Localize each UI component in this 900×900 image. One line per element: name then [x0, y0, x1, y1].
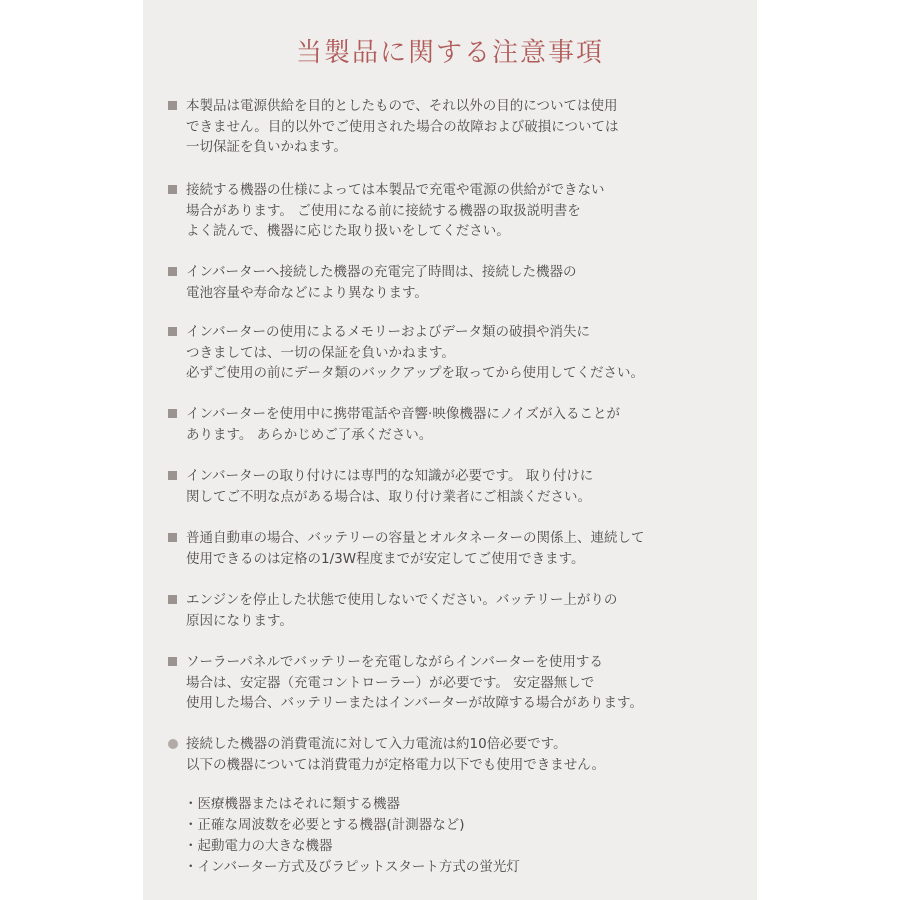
- notice-text-line: エンジンを停止した状態で使用しないでください。バッテリー上がりの: [186, 592, 618, 608]
- notice-text-line: 一切保証を負いかねます。: [186, 139, 347, 155]
- notice-text-line: 場合があります。 ご使用になる前に接続する機器の取扱説明書を: [186, 202, 581, 219]
- notice-text-line: 原因になります。: [186, 612, 293, 629]
- square-bullet-icon: [168, 101, 177, 110]
- square-bullet-icon: [168, 657, 177, 666]
- notice-text-line: インバーターの使用によるメモリーおよびデータ類の破損や消失に: [186, 324, 591, 340]
- list-item: ・正確な周波数を必要とする機器(計測器など): [184, 817, 465, 833]
- page-title: 当製品に関する注意事項: [295, 38, 604, 68]
- incompatible-device-list: [184, 794, 520, 878]
- square-bullet-icon: [168, 327, 177, 336]
- notice-text-line: 普通自動車の場合、バッテリーの容量とオルタネーターの関係上、連続して: [186, 530, 645, 546]
- list-item: ・医療機器またはそれに類する機器: [184, 796, 400, 812]
- list-item: ・起動電力の大きな機器: [184, 838, 333, 854]
- notice-text-line: 関してご不明な点がある場合は、取り付け業者にご相談ください。: [186, 488, 591, 505]
- list-item: ・インバーター方式及びラピットスタート方式の蛍光灯: [184, 859, 520, 875]
- notice-text-line: インバーターを使用中に携帯電話や音響·映像機器にノイズが入ることが: [186, 406, 620, 422]
- square-bullet-icon: [168, 471, 177, 480]
- notice-text-line: 必ずご使用の前にデータ類のバックアップを取ってから使用してください。: [186, 365, 645, 381]
- square-bullet-icon: [168, 267, 177, 276]
- notice-text-line: 本製品は電源供給を目的としたもので、それ以外の目的については使用: [186, 98, 618, 114]
- notice-text-line: 以下の機器については消費電力が定格電力以下でも使用できません。: [186, 756, 606, 773]
- notice-text-line: つきましては、一切の保証を負いかねます。: [186, 344, 455, 361]
- square-bullet-icon: [168, 533, 177, 542]
- notice-text-line: 使用できるのは定格の1/3W程度までが安定してご使用できます。: [186, 550, 585, 567]
- notice-text-line: インバーターの取り付けには専門的な知識が必要です。 取り付けに: [186, 468, 594, 484]
- square-bullet-icon: [168, 185, 177, 194]
- notice-text-line: できません。目的以外でご使用された場合の故障および破損については: [186, 118, 619, 135]
- notice-text-line: 場合は、安定器（充電コントローラー）が必要です。 安定器無しで: [186, 674, 595, 691]
- notice-text-line: ソーラーパネルでバッテリーを充電しながらインバーターを使用する: [186, 654, 603, 670]
- notice-text-line: 接続した機器の消費電流に対して入力電流は約10倍必要です。: [186, 736, 567, 752]
- square-bullet-icon: [168, 595, 177, 604]
- notice-text-line: 使用した場合、バッテリーまたはインバーターが故障する場合があります。: [186, 695, 643, 711]
- round-bullet-icon: [168, 739, 178, 749]
- notice-text-line: あります。 あらかじめご了承ください。: [186, 426, 433, 443]
- notice-panel: [143, 0, 757, 900]
- square-bullet-icon: [168, 409, 177, 418]
- notice-text-line: 接続する機器の仕様によっては本製品で充電や電源の供給ができない: [186, 182, 605, 198]
- notice-text-line: 電池容量や寿命などにより異なります。: [186, 284, 428, 301]
- notice-text-line: インバーターへ接続した機器の充電完了時間は、接続した機器の: [186, 264, 577, 280]
- notice-text-line: よく読んで、機器に応じた取り扱いをしてください。: [186, 223, 510, 239]
